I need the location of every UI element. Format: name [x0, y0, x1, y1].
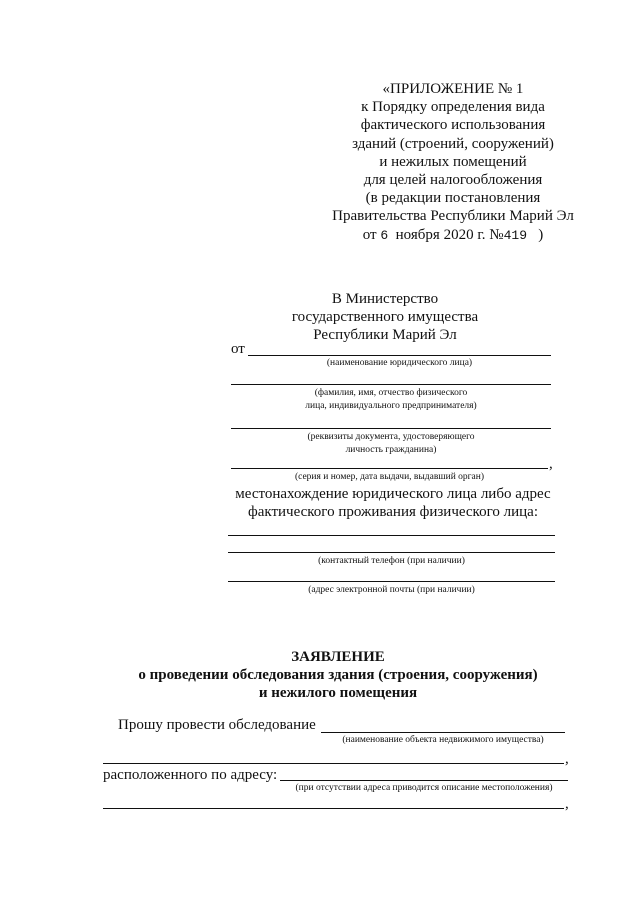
address-field-2[interactable]: [228, 552, 555, 553]
date-month-year: ноября 2020 г. №: [395, 226, 504, 243]
document-number: 419: [503, 227, 528, 243]
location-caption: (при отсутствии адреса приводится описание местоположения): [295, 783, 553, 793]
title-line-1: ЗАЯВЛЕНИЕ: [291, 649, 385, 665]
address-field-1[interactable]: [228, 535, 555, 536]
location-field[interactable]: [280, 780, 568, 781]
legal-entity-caption: (наименование юридического лица): [326, 358, 473, 368]
address-label-1: местонахождение юридического лица либо адрес: [235, 486, 551, 502]
date-day: 6: [380, 227, 389, 243]
series-caption: (серия и номер, дата выдачи, выдавший орган): [294, 472, 485, 482]
email-caption: (адрес электронной почты (при наличии): [308, 585, 475, 595]
object-name-field[interactable]: [321, 732, 565, 733]
recipient-line: государственного имущества: [291, 309, 479, 325]
appendix-line: и нежилых помещений: [379, 153, 527, 170]
object-comma: ,: [565, 751, 569, 767]
appendix-line: зданий (строений, сооружений): [352, 135, 554, 152]
recipient-block: [260, 290, 510, 344]
appendix-line: Правительства Республики Марий Эл: [332, 208, 574, 225]
fio-field[interactable]: [231, 384, 551, 385]
phone-caption: (контактный телефон (при наличии): [318, 556, 465, 566]
doc-caption-1: (реквизиты документа, удостоверяющего: [307, 432, 475, 442]
phone-field[interactable]: [228, 581, 555, 582]
fio-caption-1: (фамилия, имя, отчество физического: [314, 388, 468, 398]
legal-entity-field[interactable]: [248, 355, 551, 356]
close-paren: ): [538, 226, 544, 243]
fio-caption-2: лица, индивидуального предпринимателя): [305, 401, 477, 411]
appendix-date-line: [318, 226, 588, 245]
appendix-line: к Порядку определения вида: [361, 99, 545, 116]
series-comma: ,: [549, 456, 553, 472]
recipient-line: Республики Марий Эл: [313, 327, 457, 343]
from-label: от: [231, 341, 245, 357]
statement-title: [60, 648, 616, 702]
address-label-2: фактического проживания физического лица:: [248, 504, 538, 520]
identity-document-field[interactable]: [231, 428, 551, 429]
located-label: расположенного по адресу:: [103, 767, 278, 783]
series-field[interactable]: [231, 468, 548, 469]
object-caption: (наименование объекта недвижимого имущества): [342, 735, 544, 745]
location-continuation-field[interactable]: [103, 808, 564, 809]
date-prefix: от: [362, 226, 377, 243]
appendix-line: для целей налогообложения: [363, 172, 543, 189]
title-line-2: о проведении обследования здания (строения, сооружения): [138, 667, 538, 683]
appendix-line: (в редакции постановления: [365, 190, 541, 207]
request-prompt: Прошу провести обследование: [118, 717, 316, 733]
title-line-3: и нежилого помещения: [258, 685, 418, 701]
object-name-continuation-field[interactable]: [103, 763, 564, 764]
appendix-line: «ПРИЛОЖЕНИЕ № 1: [382, 81, 524, 97]
appendix-header: [318, 80, 588, 245]
doc-caption-2: личность гражданина): [345, 445, 437, 455]
location-comma: ,: [565, 796, 569, 812]
appendix-line: фактического использования: [360, 117, 546, 134]
recipient-line: В Министерство: [331, 291, 439, 307]
